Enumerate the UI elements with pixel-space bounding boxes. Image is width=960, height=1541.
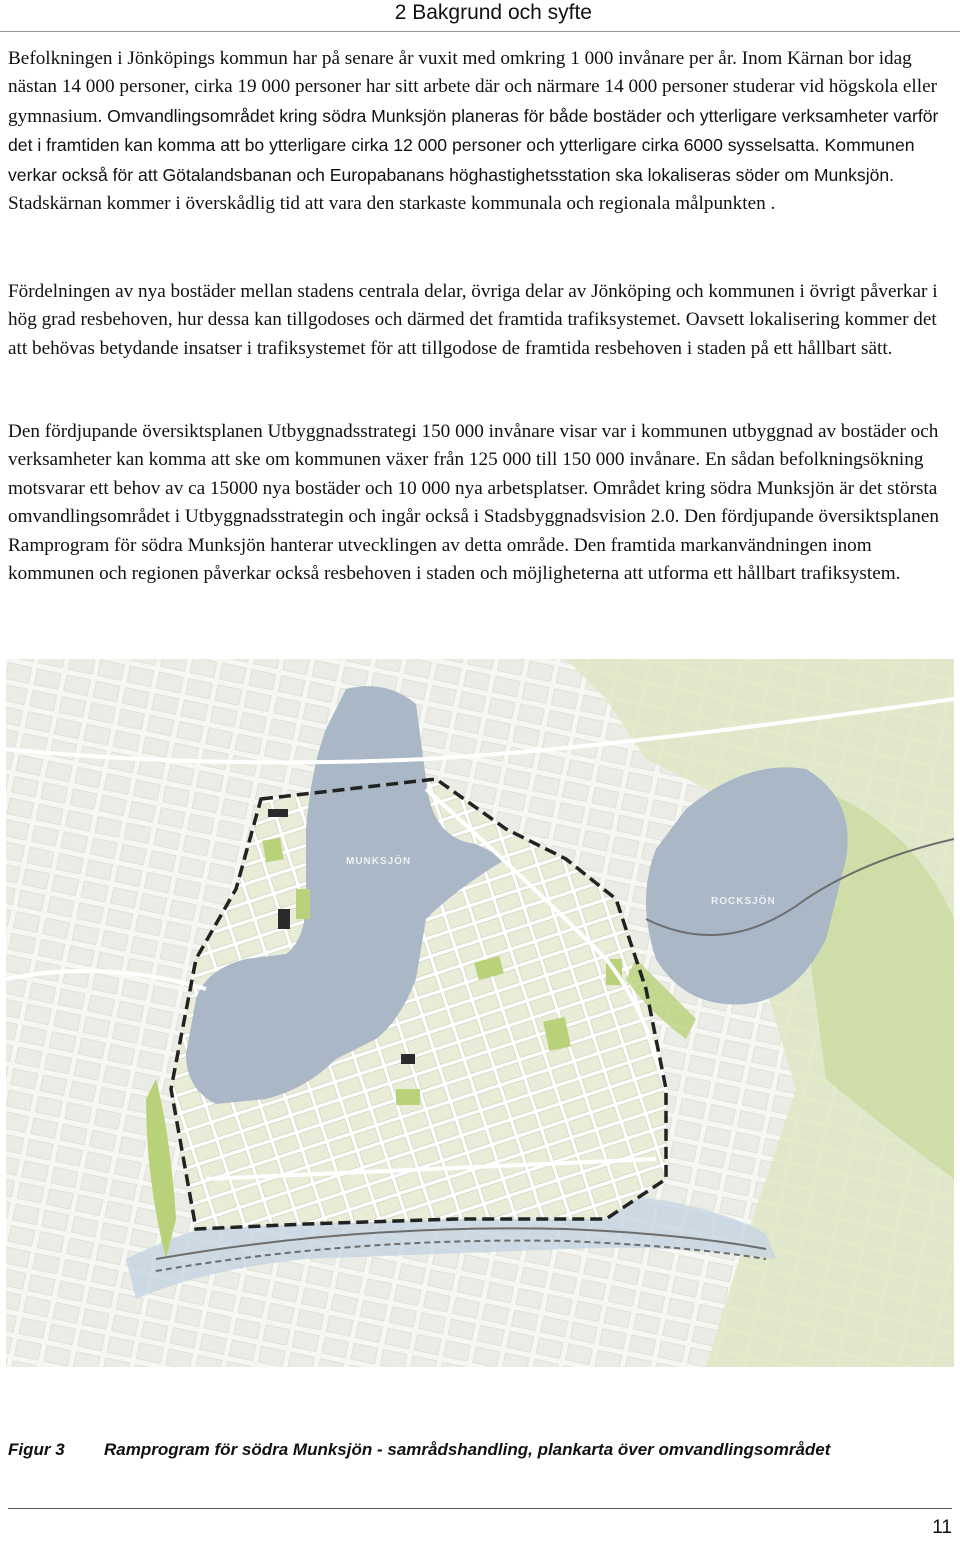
paragraph-population [8,45,952,218]
paragraph-population-core: Stadskärnan kommer i överskådlig tid att vara den starkaste kommunala och regionala målpunkten . [8,193,776,215]
section-heading: 2 Bakgrund och syfte [394,1,592,24]
paragraph-housing-distribution [8,278,952,363]
lake-label-rocksjon: ROCKSJÖN [711,896,776,907]
figure-caption-text: Ramprogram för södra Munksjön - samrådshandling, plankarta över omvandlingsområdet [104,1440,831,1459]
footer-divider [8,1508,952,1509]
paragraph-population-intro: Befolkningen i Jönköpings kommun har på senare år vuxit med omkring 1 000 invånare per år. Inom Kärnan bor idag nästan 14 000 personer, cirka 19 000 personer har sitt arbete där och närmare 14 000 personer studerar vid högskola eller gymnasium. [8,48,937,127]
paragraph-population-transformation: Omvandlingsområdet kring södra Munksjön planeras för både bostäder och ytterligare verksamheter varför det i framtiden kan komma att bo ytterligare cirka 12 000 personer och ytterligare cirka 6000 sysselsatta. Kommunen verkar också för att Götalandsbanan och Europabanans höghastighetsstation ska lokaliseras söder om Munksjön. [8,105,939,185]
paragraph-expansion-text: Den fördjupande översiktsplanen Utbyggnadsstrategi 150 000 invånare visar var i kommunen utbyggnad av bostäder och verksamheter kan komma att ske om kommunen växer från 125 000 till 150 000 invånare. En sådan befolkningsökning motsvarar ett behov av ca 15000 nya bostäder och 10 000 nya arbetsplatser. Området kring södra Munksjön är det största omvandlingsområdet i Utbyggnadsstrategin och ingår också i Stadsbyggnadsvision 2.0. Den fördjupande översiktsplanen Ramprogram för södra Munksjön hanterar utvecklingen av detta område. Den framtida markanvändningen inom kommunen och regionen påverkar också resbehoven i staden och möjligheterna att utforma ett hållbart trafiksystem. [8,421,939,585]
page-number: 11 [932,1517,952,1538]
figure-label: Figur 3 [8,1440,65,1459]
paragraph-expansion-strategy [8,418,952,588]
figure-caption [8,1438,952,1462]
section-divider [0,31,960,32]
paragraph-housing-text: Fördelningen av nya bostäder mellan stadens centrala delar, övriga delar av Jönköping och kommunen i övrigt påverkar i hög grad resbehoven, hur dessa kan tillgodoses och därmed det framtida trafiksystemet. Oavsett lokalisering kommer det att behövas betydande insatser i trafiksystemet för att tillgodose de framtida resbehoven i staden på ett hållbart sätt. [8,281,938,359]
lake-label-munksjon: MUNKSJÖN [346,856,412,867]
plan-map [6,659,954,1367]
